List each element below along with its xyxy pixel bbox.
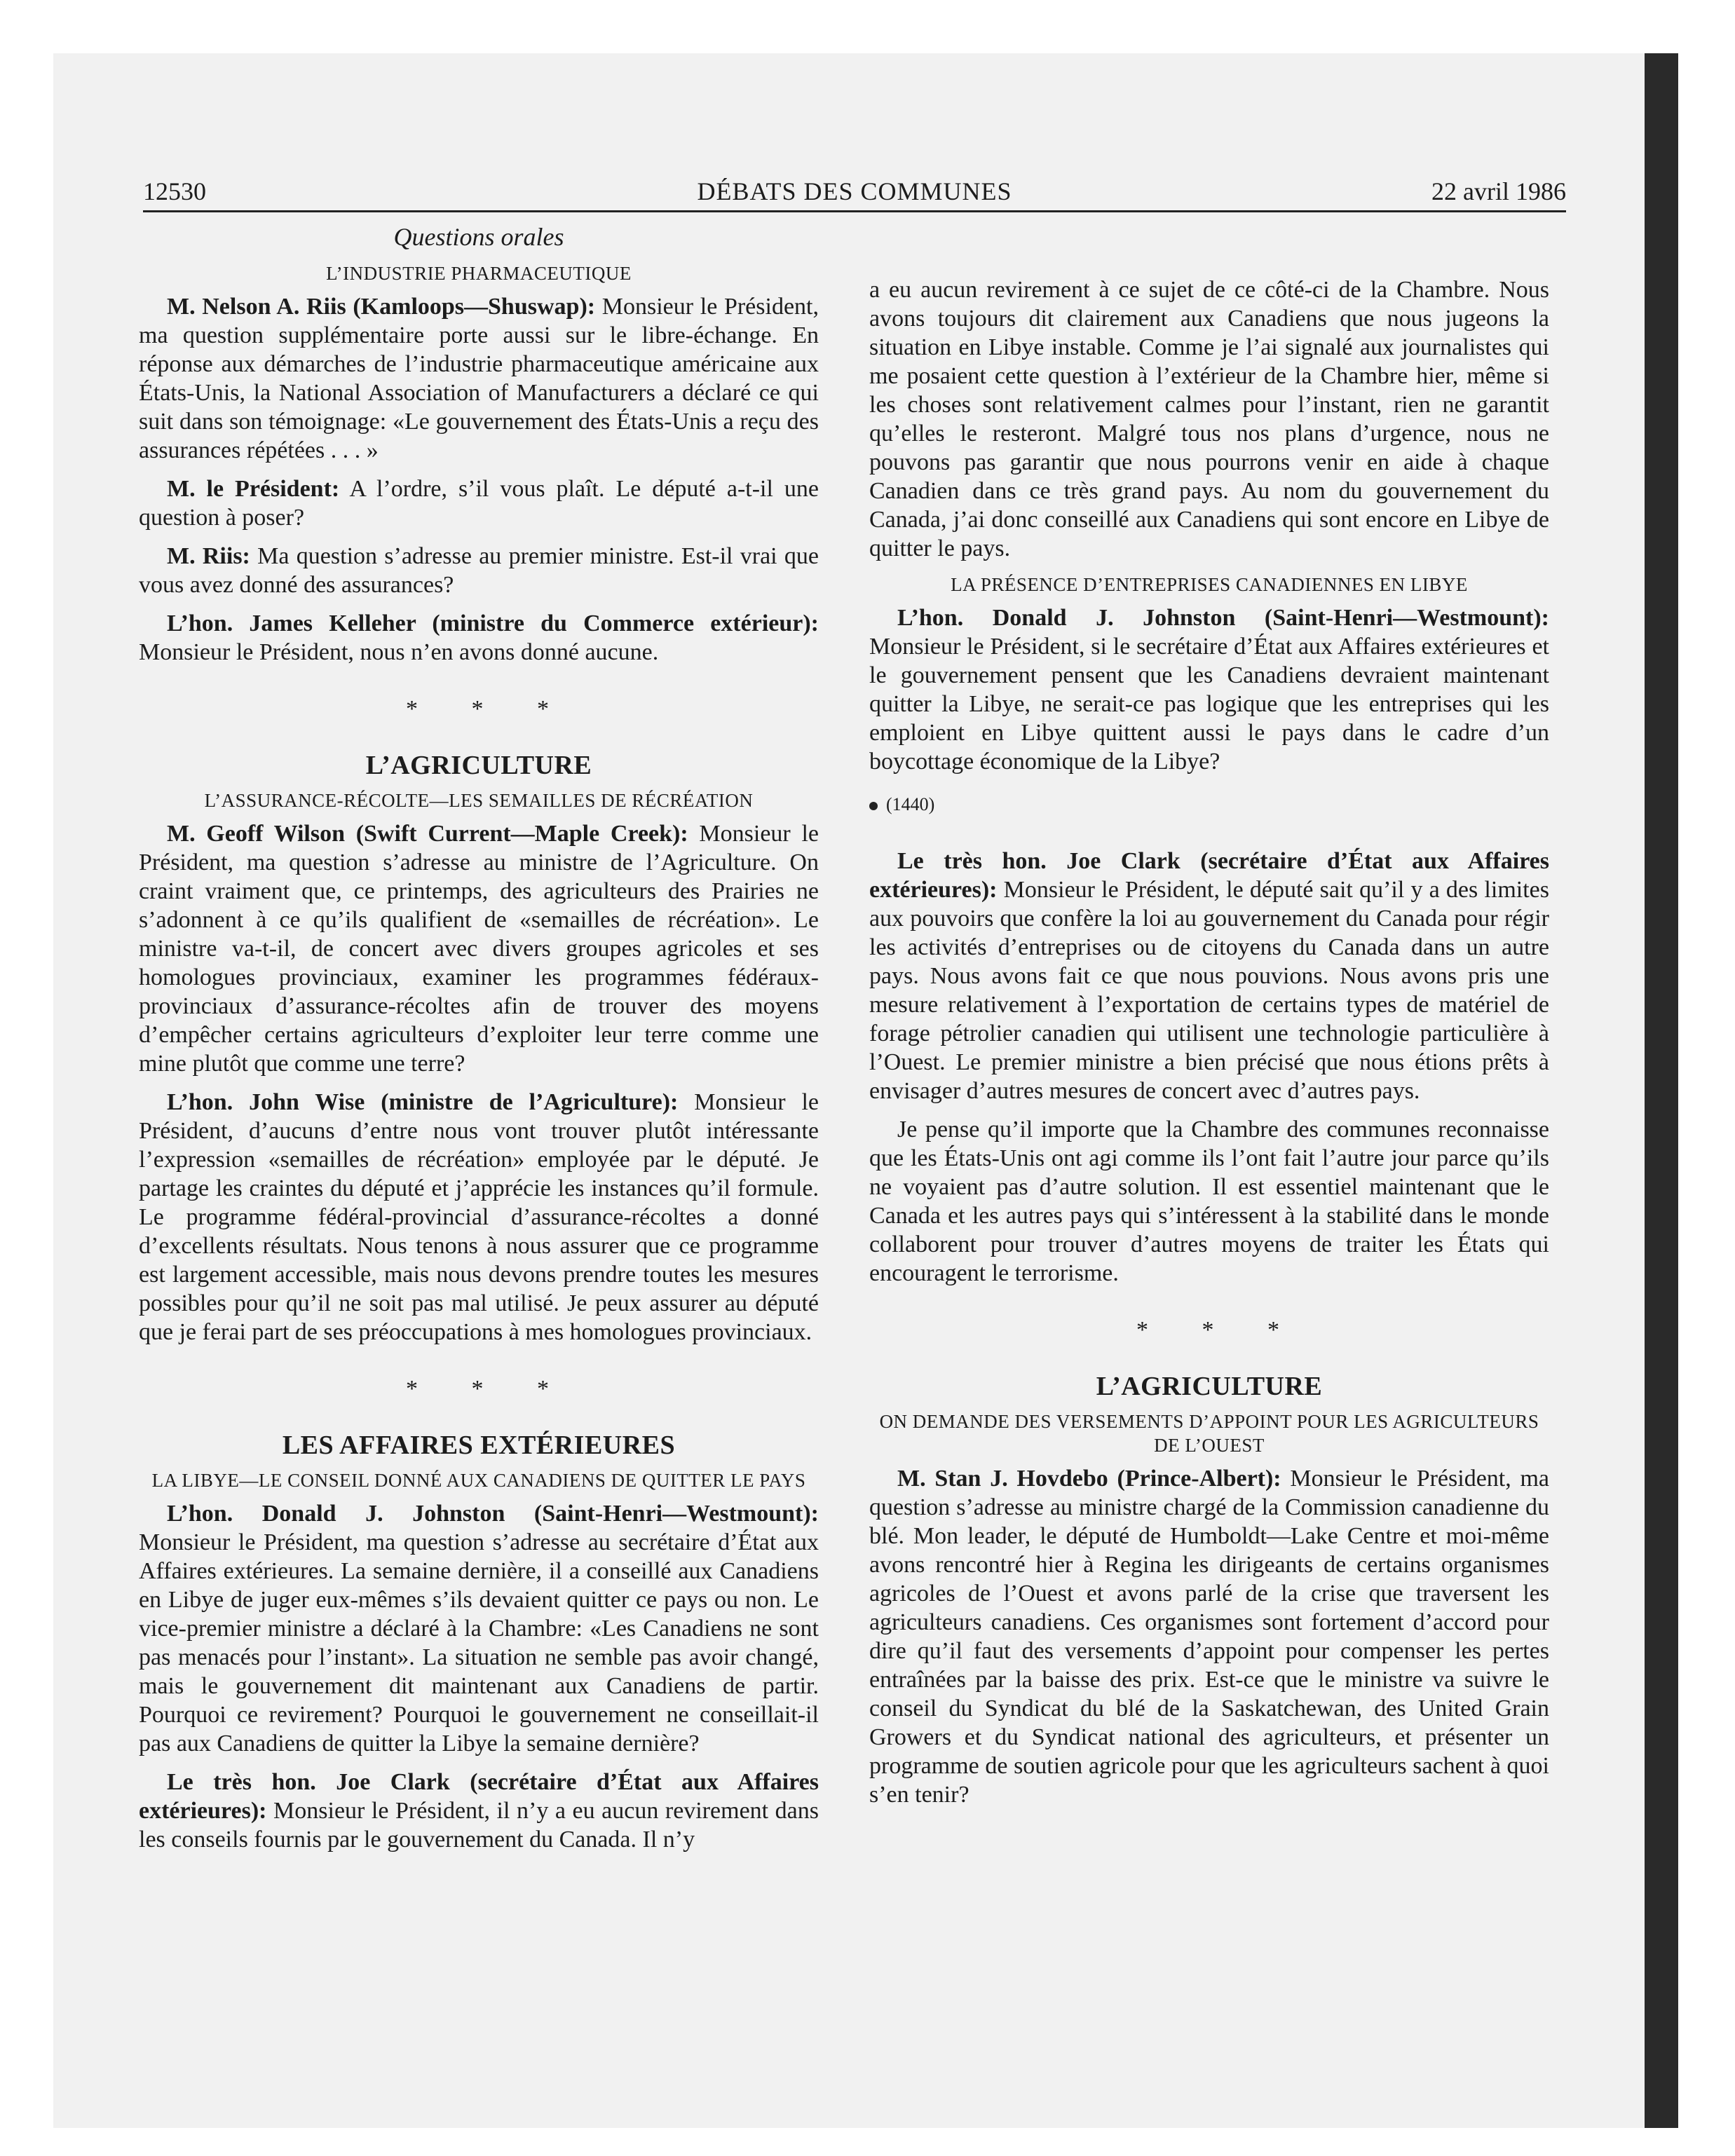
time-marker: [869, 790, 1549, 819]
speaker: M. Riis:: [167, 543, 250, 569]
speaker: Le très hon. Joe Clark (secrétaire d’État aux Affaires extérieures):: [869, 848, 1549, 903]
speech-text: Monsieur le Président, si le secrétaire d’État aux Affaires extérieures et le gouvernement pensent que les Canadiens devraient maintenant quitter la Libye, ne serait-ce pas logique que les entreprises qui les emploient en Libye quittent aussi le pays dans le cadre d’un boycottage économique de la Libye?: [869, 634, 1549, 775]
speaker: M. le Président:: [167, 476, 340, 502]
paragraph: Je pense qu’il importe que la Chambre des communes reconnaisse que les États-Unis ont agi comme ils l’ont fait l’autre jour parce qu’ils ne voyaient pas d’autre solution. Il est essentiel maintenant que le Canada et les autres pays qui s’intéressent à la stabilité dans le monde collaborent pour trouver d’autres moyens de traiter les États qui encouragent le terrorisme.: [869, 1117, 1549, 1286]
bullet-icon: [869, 802, 878, 810]
speaker: L’hon. Donald J. Johnston (Saint-Henri—Westmount):: [897, 605, 1549, 631]
paragraph: [139, 475, 819, 532]
section-heading-agriculture: L’AGRICULTURE: [365, 751, 592, 780]
speech-text: Monsieur le Président, ma question supplémentaire porte aussi sur le libre-échange. En réponse aux démarches de l’industrie pharmaceutique américaine aux États-Unis, la National Association of Manufacturers a déclaré ce qui suit dans son témoignage: «Le gouvernement des États-Unis a reçu des assurances répétées . . . »: [139, 294, 819, 463]
speaker: L’hon. John Wise (ministre de l’Agriculture):: [167, 1089, 679, 1115]
speech-text: A l’ordre, s’il vous plaît. Le député a-t-il une question à poser?: [139, 476, 819, 531]
paragraph: [869, 1464, 1549, 1809]
page-header: [143, 168, 1566, 212]
page-number: 12530: [143, 177, 206, 205]
subheading-crop-insurance: L’ASSURANCE-RÉCOLTE—LES SEMAILLES DE RÉCRÉATION: [204, 790, 754, 811]
paragraph: [139, 542, 819, 599]
speech-text: Monsieur le Président, d’aucuns d’entre nous vont trouver plutôt intéressante l’expression «semailles de récréation» employée par le député. Je partage les craintes du député et j’apprécie les instances qu’il formule. Le programme fédéral-provincial d’assurance-récoltes a donné d’excellents résultats. Nous tenons à nous assurer que ce programme est largement accessible, mais nous devons prendre toutes les mesures possibles pour qu’il ne soit pas mal utilisé. Je peux assurer au député que je ferai part de ses préoccupations à mes homologues provinciaux.: [139, 1089, 819, 1345]
scan-edge-bar: [1645, 53, 1678, 2128]
speech-text: Monsieur le Président, il n’y a eu aucun revirement dans les conseils fournis par le gouvernement du Canada. Il n’y: [139, 1798, 819, 1853]
speech-text: Monsieur le Président, nous n’en avons donné aucune.: [139, 639, 659, 665]
speaker: L’hon. Donald J. Johnston (Saint-Henri—Westmount):: [167, 1501, 819, 1527]
section-heading-external-affairs: LES AFFAIRES EXTÉRIEURES: [282, 1431, 676, 1460]
subheading-canadian-business-libya: LA PRÉSENCE D’ENTREPRISES CANADIENNES EN LIBYE: [951, 574, 1468, 595]
subheading-libya: LA LIBYE—LE CONSEIL DONNÉ AUX CANADIENS DE QUITTER LE PAYS: [151, 1470, 806, 1491]
section-heading-agriculture: L’AGRICULTURE: [1096, 1372, 1323, 1401]
speaker: Le très hon. Joe Clark (secrétaire d’État aux Affaires extérieures):: [139, 1769, 819, 1824]
section-rubric: Questions orales: [393, 223, 564, 251]
speech-text: Monsieur le Président, le député sait qu’il y a des limites aux pouvoirs que confère la loi au gouvernement du Canada pour régir les activités d’entreprises ou de citoyens du Canada dans un autre pays. Nous avons fait ce que nous pouvions. Nous avons pris une mesure relativement à l’exportation de certains types de matériel de forage pétrolier canadien qui utilisent une technologie particulière à l’Ouest. Le premier ministre a bien précisé que nous étions prêts à envisager d’autres mesures de concert avec d’autres pays.: [869, 877, 1549, 1104]
paragraph: [139, 819, 819, 1078]
speaker: L’hon. James Kelleher (ministre du Commerce extérieur):: [167, 610, 819, 636]
section-separator: * * *: [406, 1376, 573, 1402]
speaker: M. Geoff Wilson (Swift Current—Maple Creek):: [167, 821, 688, 847]
paragraph: [139, 609, 819, 667]
speaker: M. Nelson A. Riis (Kamloops—Shuswap):: [167, 294, 596, 320]
speech-text: Monsieur le Président, ma question s’adresse au secrétaire d’État aux Affaires extérieures. La semaine dernière, il a conseillé aux Canadiens en Libye de juger eux-mêmes s’ils devaient quitter ce pays ou non. Le vice-premier ministre a déclaré à la Chambre: «Les Canadiens ne sont pas menacés pour l’instant». La situation ne semble pas avoir changé, mais le gouvernement dit maintenant aux Canadiens de partir. Pourquoi ce revirement? Pourquoi le gouvernement ne conseillait-il pas aux Canadiens de quitter la Libye la semaine dernière?: [139, 1529, 819, 1756]
subheading-pharma: L’INDUSTRIE PHARMACEUTIQUE: [326, 263, 632, 284]
speech-text: Ma question s’adresse au premier ministre. Est-il vrai que vous avez donné des assurances?: [139, 543, 819, 598]
publication-title: DÉBATS DES COMMUNES: [697, 177, 1012, 205]
paragraph: [139, 1499, 819, 1758]
paragraph: [139, 292, 819, 465]
right-column: [869, 275, 1549, 1819]
subheading-deficiency-payments: ON DEMANDE DES VERSEMENTS D’APPOINT POUR LES AGRICULTEURS DE L’OUEST: [879, 1411, 1539, 1456]
paragraph: [869, 847, 1549, 1105]
section-separator: * * *: [1136, 1317, 1303, 1343]
section-separator: * * *: [406, 696, 573, 722]
paragraph: [139, 1768, 819, 1854]
paragraph: a eu aucun revirement à ce sujet de ce côté-ci de la Chambre. Nous avons toujours dit clairement aux Canadiens que nous jugeons la situation en Libye instable. Comme je l’ai signalé aux journalistes qui me posaient cette question à l’extérieur de la Chambre hier, même si les choses sont relativement calmes pour l’instant, rien ne garantit qu’elles le resteront. Malgré tous nos plans d’urgence, nous ne pouvons pas garantir que nous pourrons venir en aide à chaque Canadien dans ce très grand pays. Au nom du gouvernement du Canada, j’ai donc conseillé aux Canadiens qui sont encore en Libye de quitter le pays.: [869, 277, 1549, 561]
speech-text: Monsieur le Président, ma question s’adresse au ministre de l’Agriculture. On craint vraiment que, ce printemps, des agriculteurs des Prairies ne s’adonnent à ce qu’ils qualifient de «semailles de récréation». Le ministre va-t-il, de concert avec divers groupes agricoles et ses homologues provinciaux, examiner les programmes fédéraux-provinciaux d’assurance-récoltes afin de trouver des moyens d’empêcher certains agriculteurs d’exploiter leur terre comme une mine plutôt que comme une terre?: [139, 821, 819, 1077]
left-column: [139, 223, 819, 1864]
speech-text: Monsieur le Président, ma question s’adresse au ministre chargé de la Commission canadienne du blé. Mon leader, le député de Humboldt—Lake Centre et moi-même avons rencontré hier à Regina les dirigeants de certains organismes agricoles de l’Ouest et avons parlé de la crise que traversent les agriculteurs canadiens. Ces organismes sont fortement d’accord pour dire qu’il faut des versements d’appoint pour compenser les pertes entraînées par la baisse des prix. Est-ce que le ministre va suivre le conseil du Syndicat du blé de la Saskatchewan, des United Grain Growers et du Syndicat national des agriculteurs, et présenter un programme de soutien agricole pour que les agriculteurs sachent à quoi s’en tenir?: [869, 1466, 1549, 1808]
paragraph: [139, 1088, 819, 1346]
time-marker-text: (1440): [886, 794, 935, 814]
page-date: 22 avril 1986: [1431, 177, 1566, 205]
paragraph: [869, 603, 1549, 776]
speaker: M. Stan J. Hovdebo (Prince-Albert):: [897, 1466, 1281, 1492]
